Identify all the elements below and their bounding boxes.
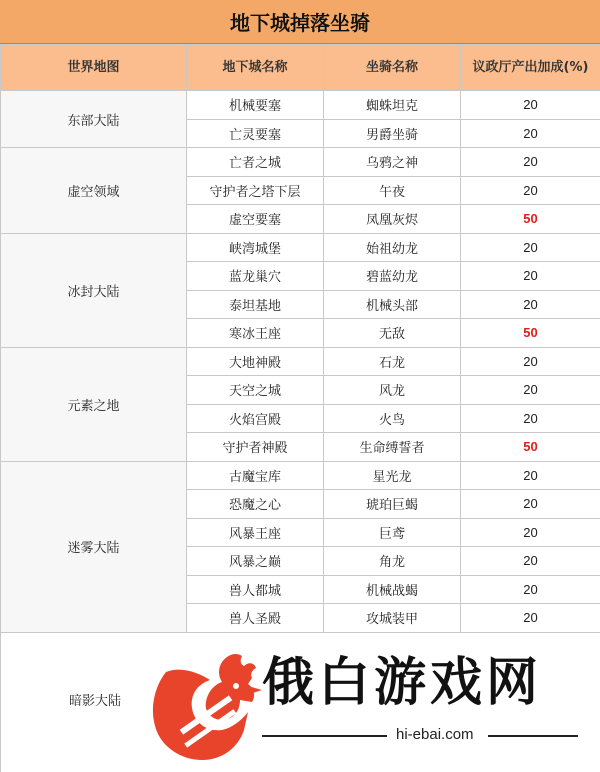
region-cell: 元素之地: [1, 347, 187, 461]
bonus-cell: 20: [461, 604, 600, 633]
bonus-cell: 20: [461, 290, 600, 319]
dungeon-cell: 亡灵要塞: [187, 119, 324, 148]
table-row: [1, 233, 600, 262]
bonus-cell: 20: [461, 547, 600, 576]
bonus-cell: 20: [461, 575, 600, 604]
dungeon-cell: 虚空要塞: [187, 205, 324, 234]
mount-cell: 星光龙: [324, 461, 461, 490]
region-cell: 东部大陆: [1, 91, 187, 148]
bonus-cell: 50: [461, 319, 600, 348]
mount-cell: 生命缚誓者: [324, 433, 461, 462]
bonus-cell: 20: [461, 148, 600, 177]
dungeon-cell: 大地神殿: [187, 347, 324, 376]
mount-cell: 火鸟: [324, 404, 461, 433]
dungeon-cell: 火焰宫殿: [187, 404, 324, 433]
watermark-url: hi-ebai.com: [396, 726, 474, 743]
bonus-cell: 50: [461, 433, 600, 462]
bonus-cell: 50: [461, 205, 600, 234]
table-body: [1, 91, 600, 633]
dungeon-cell: 风暴王座: [187, 518, 324, 547]
mount-cell: 巨鸢: [324, 518, 461, 547]
table-row: [1, 347, 600, 376]
header-world-map: 世界地图: [1, 45, 187, 91]
bonus-cell: 20: [461, 262, 600, 291]
mount-cell: 始祖幼龙: [324, 233, 461, 262]
watermark-line-left: [262, 735, 387, 737]
rooster-logo-icon: [136, 642, 276, 767]
dungeon-cell: 寒冰王座: [187, 319, 324, 348]
bonus-cell: 20: [461, 518, 600, 547]
mount-cell: 凤凰灰烬: [324, 205, 461, 234]
dungeon-cell: 蓝龙巢穴: [187, 262, 324, 291]
dungeon-cell: 机械要塞: [187, 91, 324, 120]
mount-cell: 午夜: [324, 176, 461, 205]
mount-cell: 角龙: [324, 547, 461, 576]
bonus-cell: 20: [461, 233, 600, 262]
table-row: [1, 91, 600, 120]
bonus-cell: 20: [461, 461, 600, 490]
dungeon-cell: 天空之城: [187, 376, 324, 405]
region-cell: 冰封大陆: [1, 233, 187, 347]
dungeon-cell: 兽人都城: [187, 575, 324, 604]
region-cell: 虚空领域: [1, 148, 187, 234]
mount-cell: 琥珀巨蝎: [324, 490, 461, 519]
bonus-cell: 20: [461, 91, 600, 120]
bonus-cell: 20: [461, 376, 600, 405]
mount-drop-table: [0, 44, 600, 633]
mount-cell: 无敌: [324, 319, 461, 348]
bonus-cell: 20: [461, 176, 600, 205]
mount-cell: 乌鸦之神: [324, 148, 461, 177]
dungeon-cell: 守护者神殿: [187, 433, 324, 462]
dungeon-cell: 峡湾城堡: [187, 233, 324, 262]
mount-cell: 机械头部: [324, 290, 461, 319]
table-row: [1, 148, 600, 177]
dungeon-cell: 守护者之塔下层: [187, 176, 324, 205]
region-cell: 迷雾大陆: [1, 461, 187, 632]
bonus-cell: 20: [461, 347, 600, 376]
mount-cell: 碧蓝幼龙: [324, 262, 461, 291]
header-dungeon-name: 地下城名称: [187, 45, 324, 91]
dungeon-cell: 亡者之城: [187, 148, 324, 177]
mount-cell: 石龙: [324, 347, 461, 376]
watermark-line-right: [488, 735, 578, 737]
mount-cell: 风龙: [324, 376, 461, 405]
bonus-cell: 20: [461, 490, 600, 519]
dungeon-cell: 风暴之巅: [187, 547, 324, 576]
dungeon-cell: 兽人圣殿: [187, 604, 324, 633]
table-title: 地下城掉落坐骑: [0, 0, 600, 44]
mount-cell: 机械战蝎: [324, 575, 461, 604]
table-row: [1, 461, 600, 490]
mount-cell: 男爵坐骑: [324, 119, 461, 148]
mount-cell: 蜘蛛坦克: [324, 91, 461, 120]
bonus-cell: 20: [461, 404, 600, 433]
mount-cell: 攻城装甲: [324, 604, 461, 633]
dungeon-cell: 恐魔之心: [187, 490, 324, 519]
dungeon-cell: 泰坦基地: [187, 290, 324, 319]
watermark-site-name: 俄白游戏网: [262, 653, 543, 713]
last-region-label: 暗影大陆: [68, 694, 121, 709]
header-row: [1, 45, 600, 91]
header-bonus: 议政厅产出加成(%): [461, 45, 600, 91]
bonus-cell: 20: [461, 119, 600, 148]
header-mount-name: 坐骑名称: [324, 45, 461, 91]
dungeon-cell: 古魔宝库: [187, 461, 324, 490]
